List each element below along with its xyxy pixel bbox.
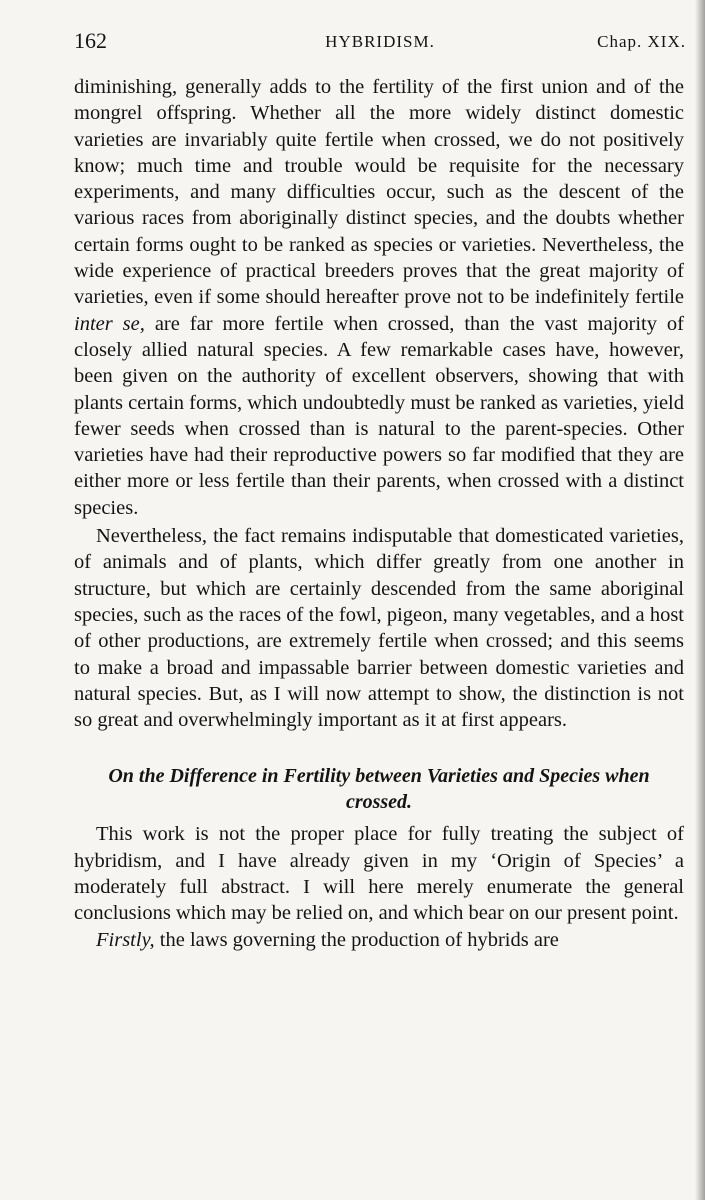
paragraph-1-text-a: diminishing, generally adds to the fertility of the first union and of the mongrel offspring. Whether all the more widely distinct domestic varieties are invariably quite fertile when crossed, we do not positively know; much time and trouble would be requisite for the necessary experiments, and many difficulties occur, such as the descent of the various races from aboriginally distinct species, and the doubts whether certain forms ought to be ranked as species or varieties. Nevertheless, the wide experience of practical breeders proves that the great majority of varieties, even if some should hereafter prove not to be indefinitely fertile — [74, 76, 684, 309]
section-heading — [74, 763, 684, 815]
section-heading-line-1: On the Difference in Fertility between Varieties and Species when — [108, 765, 650, 788]
paragraph-1-text-b: are far more fertile when crossed, than the vast majority of closely allied natural species. A few remarkable cases have, however, been given on the authority of excellent observers, showing that with plants certain forms, which undoubtedly must be ranked as varieties, yield fewer seeds when crossed than is natural to the parent-species. Other varieties have had their reproductive powers so far modified that they are either more or less fertile than their parents, when crossed with a distinct species. — [74, 312, 684, 519]
paragraph-4-lead: Firstly, — [96, 928, 155, 951]
running-header — [74, 28, 686, 58]
paragraph-1 — [74, 74, 684, 521]
paragraph-4-text: the laws governing the production of hybrids are — [154, 928, 559, 951]
paragraph-3 — [74, 821, 684, 926]
page-edge-shadow — [695, 0, 705, 1200]
section-heading-line-2: crossed. — [345, 791, 413, 814]
paragraph-3-text: This work is not the proper place for fully treating the subject of hybridism, and I have already given in my ‘Origin of Species’ a moderately full abstract. I will here merely enumerate the general conclusions which may be relied on, and which bear on our present point. — [74, 823, 684, 925]
latin-phrase: inter se, — [74, 312, 145, 335]
paragraph-2-text: Nevertheless, the fact remains indisputable that domesticated varieties, of animals and of plants, which differ greatly from one another in structure, but which are certainly descended from the same aboriginal species, such as the races of the fowl, pigeon, many vegetables, and a host of other productions, are extremely fertile when crossed; and this seems to make a broad and impassable barrier between domestic varieties and natural species. But, as I will now attempt to show, the distinction is not so great and overwhelmingly important as it at first appears. — [74, 525, 684, 732]
chapter-label: Chap. XIX. — [597, 32, 686, 51]
page-number: 162 — [74, 28, 107, 53]
running-title: HYBRIDISM. — [325, 32, 435, 51]
main-text — [74, 74, 684, 953]
paragraph-4 — [74, 927, 684, 953]
paragraph-2 — [74, 523, 684, 733]
